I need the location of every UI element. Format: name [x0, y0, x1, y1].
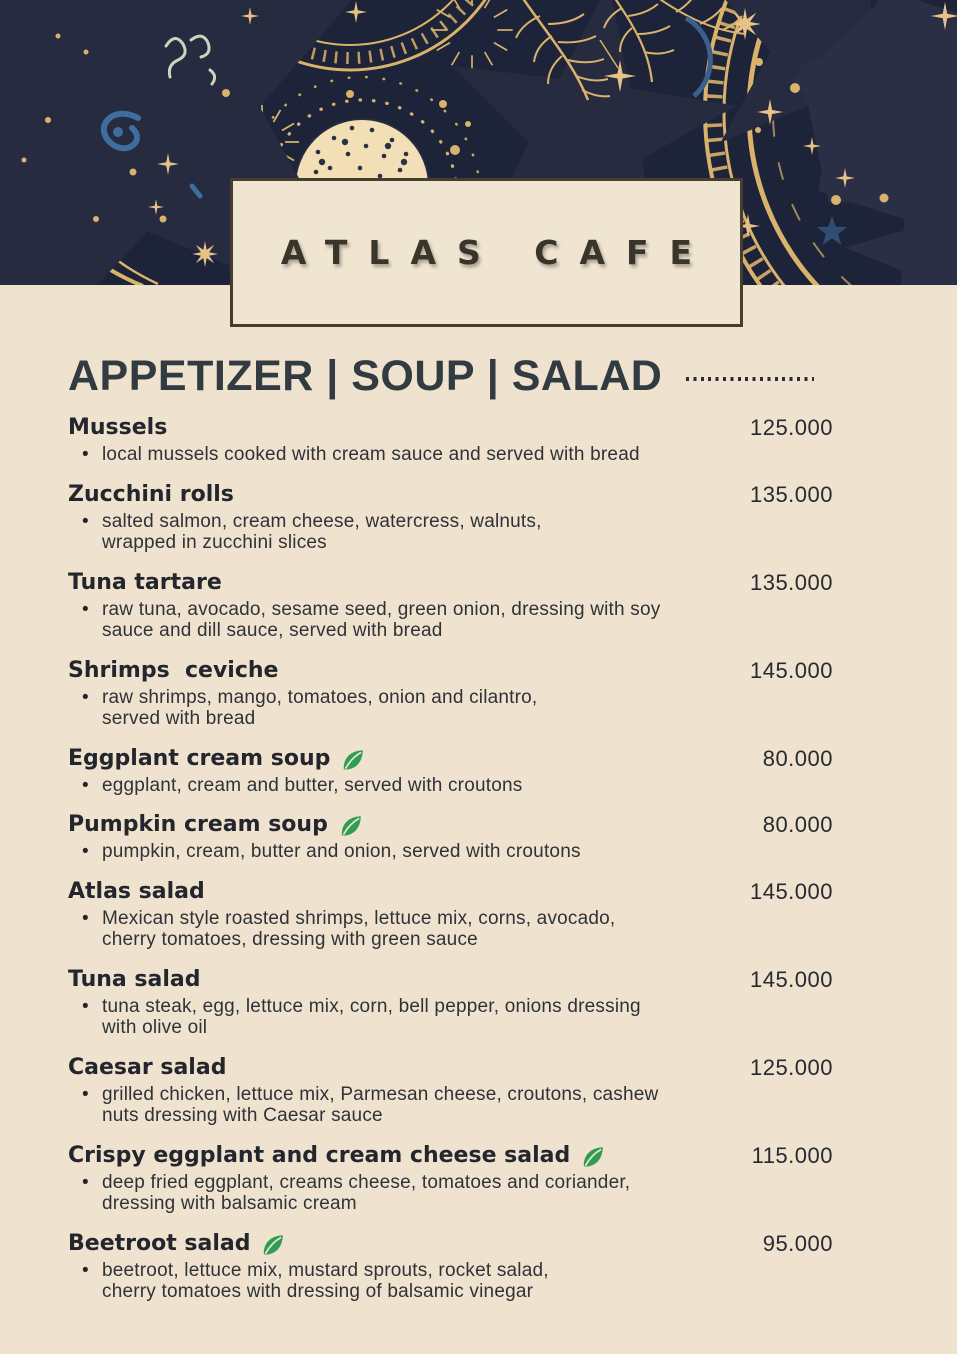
menu-item [68, 657, 833, 730]
menu-item [68, 1142, 833, 1215]
item-header [68, 811, 833, 839]
item-description: tuna steak, egg, lettuce mix, corn, bell pepper, onions dressing with olive oil [102, 995, 641, 1038]
bullet-marker: • [82, 1083, 89, 1105]
item-description: Mexican style roasted shrimps, lettuce mix, corns, avocado, cherry tomatoes, dressing with green sauce [102, 907, 616, 950]
menu-item [68, 811, 833, 863]
menu-item [68, 745, 833, 797]
item-price: 125.000 [749, 1054, 833, 1080]
brand-title: ATLAS CAFE [280, 233, 714, 272]
item-description-row [68, 444, 833, 466]
menu-item [68, 414, 833, 466]
item-price: 80.000 [762, 812, 833, 837]
item-name: Tuna salad [68, 966, 201, 992]
bullet-marker: • [82, 444, 89, 465]
bullet-marker: • [82, 995, 89, 1017]
bullet-marker: • [82, 510, 89, 532]
vegetarian-leaf-icon [260, 1232, 286, 1258]
item-description-row [68, 1084, 833, 1127]
item-price: 135.000 [749, 481, 833, 507]
item-header [68, 1054, 833, 1082]
menu-item [68, 481, 833, 554]
item-name: Mussels [68, 415, 168, 440]
item-header [68, 1230, 833, 1258]
item-name: Zucchini rolls [68, 481, 234, 507]
menu-item [68, 878, 833, 951]
item-price: 115.000 [751, 1142, 833, 1168]
bullet-marker: • [82, 907, 89, 929]
item-price: 135.000 [749, 569, 833, 595]
item-header [68, 657, 833, 685]
item-name: Shrimps ceviche [68, 657, 279, 683]
item-description-row [68, 511, 833, 554]
section-header [68, 352, 833, 400]
item-header [68, 745, 833, 773]
bullet-marker: • [82, 686, 89, 708]
item-description: eggplant, cream and butter, served with croutons [102, 774, 523, 796]
item-name: Beetroot salad [68, 1230, 251, 1256]
menu-item [68, 1230, 833, 1303]
item-name: Caesar salad [68, 1054, 227, 1080]
item-header [68, 569, 833, 597]
brand-title-box [230, 178, 743, 327]
item-description-row [68, 775, 833, 797]
item-price: 145.000 [749, 878, 833, 904]
item-description: local mussels cooked with cream sauce and served with bread [102, 444, 640, 465]
bullet-marker: • [82, 1171, 89, 1193]
item-name: Crispy eggplant and cream cheese salad [68, 1142, 571, 1168]
bullet-marker: • [82, 1259, 89, 1281]
item-description-row [68, 687, 833, 730]
item-price: 145.000 [749, 657, 833, 683]
item-price: 80.000 [762, 745, 833, 771]
item-description: raw shrimps, mango, tomatoes, onion and cilantro, served with bread [102, 686, 538, 729]
item-header [68, 1142, 833, 1170]
item-description-row [68, 841, 833, 863]
item-description: pumpkin, cream, butter and onion, served with croutons [102, 841, 581, 862]
vegetarian-leaf-icon [338, 813, 364, 839]
item-price: 95.000 [762, 1230, 833, 1256]
item-description: deep fried eggplant, creams cheese, tomatoes and coriander, dressing with balsamic cream [102, 1171, 631, 1214]
vegetarian-leaf-icon [340, 747, 366, 773]
vegetarian-leaf-icon [580, 1144, 606, 1170]
item-price: 145.000 [749, 966, 833, 992]
item-header [68, 414, 833, 442]
menu-items [68, 414, 833, 1303]
menu-item [68, 569, 833, 642]
item-description: grilled chicken, lettuce mix, Parmesan cheese, croutons, cashew nuts dressing with Caesar sauce [102, 1083, 659, 1126]
item-description-row [68, 1260, 833, 1303]
item-header [68, 878, 833, 906]
bullet-marker: • [82, 774, 89, 796]
item-name: Eggplant cream soup [68, 745, 331, 771]
item-description: salted salmon, cream cheese, watercress, walnuts, wrapped in zucchini slices [102, 510, 542, 553]
item-description-row [68, 599, 833, 642]
item-description-row [68, 1172, 833, 1215]
dotted-divider [686, 377, 814, 381]
item-description-row [68, 908, 833, 951]
bullet-marker: • [82, 841, 89, 862]
menu-content [68, 352, 833, 1318]
item-name: Pumpkin cream soup [68, 812, 328, 837]
item-description: raw tuna, avocado, sesame seed, green onion, dressing with soy sauce and dill sauce, served with bread [102, 598, 661, 641]
item-header [68, 966, 833, 994]
menu-item [68, 1054, 833, 1127]
menu-item [68, 966, 833, 1039]
item-name: Tuna tartare [68, 569, 222, 595]
item-description-row [68, 996, 833, 1039]
item-description: beetroot, lettuce mix, mustard sprouts, rocket salad, cherry tomatoes with dressing of balsamic vinegar [102, 1259, 549, 1302]
section-title: APPETIZER | SOUP | SALAD [68, 352, 663, 400]
item-header [68, 481, 833, 509]
item-price: 125.000 [749, 415, 833, 440]
item-name: Atlas salad [68, 878, 205, 904]
bullet-marker: • [82, 598, 89, 620]
